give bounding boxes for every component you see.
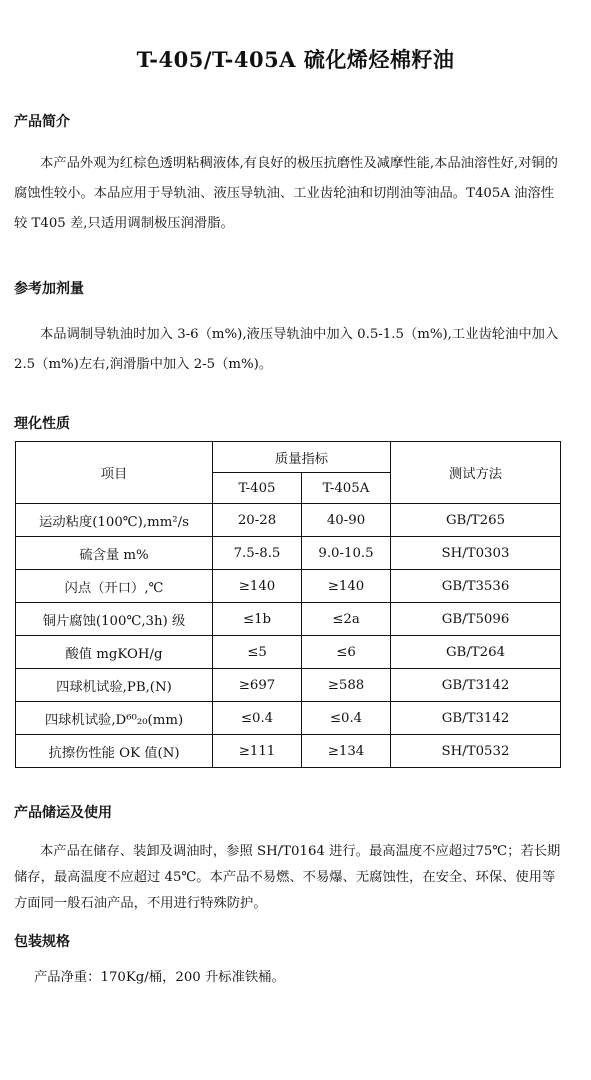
table-row [16,603,561,636]
row-value-t405: 7.5-8.5 [213,537,302,570]
row-value-t405a: ≤6 [302,636,391,669]
row-value-t405: ≥140 [213,570,302,603]
document-title: T-405/T-405A 硫化烯烃棉籽油 [136,47,455,72]
header-t405: T-405 [213,473,302,504]
row-value-t405: ≤1b [213,603,302,636]
table-row [16,735,561,768]
row-value-t405a: ≥134 [302,735,391,768]
row-method: SH/T0532 [391,735,561,768]
row-value-t405a: 9.0-10.5 [302,537,391,570]
row-item: 酸值 mgKOH/g [16,636,213,669]
row-value-t405: ≥697 [213,669,302,702]
section-heading-intro: 产品简介 [14,114,70,130]
row-method: GB/T3142 [391,702,561,735]
table-row [16,636,561,669]
row-value-t405a: ≥588 [302,669,391,702]
row-value-t405a: ≥140 [302,570,391,603]
row-value-t405: 20-28 [213,504,302,537]
row-item: 四球机试验,D⁶⁰₂₀(mm) [16,702,213,735]
row-item: 运动粘度(100℃),mm²/s [16,504,213,537]
row-value-t405a: ≤2a [302,603,391,636]
row-method: GB/T3142 [391,669,561,702]
dosage-paragraph: 本品调制导轨油时加入 3-6（m%),液压导轨油中加入 0.5-1.5（m%),工业齿轮油中加入 2.5（m%)左右,润滑脂中加入 2-5（m%)。 [14,327,559,372]
header-item: 项目 [16,442,213,504]
row-method: GB/T5096 [391,603,561,636]
header-method: 测试方法 [391,442,561,504]
table-row [16,702,561,735]
header-t405a: T-405A [302,473,391,504]
table-row [16,504,561,537]
table-row [16,537,561,570]
table-row [16,570,561,603]
packaging-text: 产品净重：170Kg/桶，200 升标准铁桶。 [34,970,285,985]
row-method: GB/T265 [391,504,561,537]
row-value-t405a: 40-90 [302,504,391,537]
properties-table [15,441,561,768]
row-item: 铜片腐蚀(100℃,3h) 级 [16,603,213,636]
row-item: 抗擦伤性能 OK 值(N) [16,735,213,768]
section-heading-properties: 理化性质 [14,416,70,432]
section-heading-storage: 产品储运及使用 [14,805,112,821]
table-row [16,669,561,702]
section-heading-dosage: 参考加剂量 [14,281,84,297]
row-item: 硫含量 m% [16,537,213,570]
header-quality: 质量指标 [213,442,391,473]
row-value-t405a: ≤0.4 [302,702,391,735]
row-method: GB/T264 [391,636,561,669]
row-method: GB/T3536 [391,570,561,603]
row-item: 闪点（开口）,℃ [16,570,213,603]
row-value-t405: ≤5 [213,636,302,669]
row-value-t405: ≤0.4 [213,702,302,735]
row-item: 四球机试验,PB,(N) [16,669,213,702]
row-value-t405: ≥111 [213,735,302,768]
table-header-row [16,442,561,473]
storage-paragraph: 本产品在储存、装卸及调油时，参照 SH/T0164 进行。最高温度不应超过75℃；若长期储存，最高温度不应超过 45℃。本产品不易燃、不易爆、无腐蚀性，在安全、环保、使用等方面同一般石油产品，不用进行特殊防护。 [14,844,561,911]
row-method: SH/T0303 [391,537,561,570]
section-heading-packaging: 包装规格 [14,934,70,950]
intro-paragraph: 本产品外观为红棕色透明粘稠液体,有良好的极压抗磨性及减摩性能,本品油溶性好,对铜的腐蚀性较小。本品应用于导轨油、液压导轨油、工业齿轮油和切削油等油品。T405A 油溶性较 T405 差,只适用调制极压润滑脂。 [14,156,558,231]
